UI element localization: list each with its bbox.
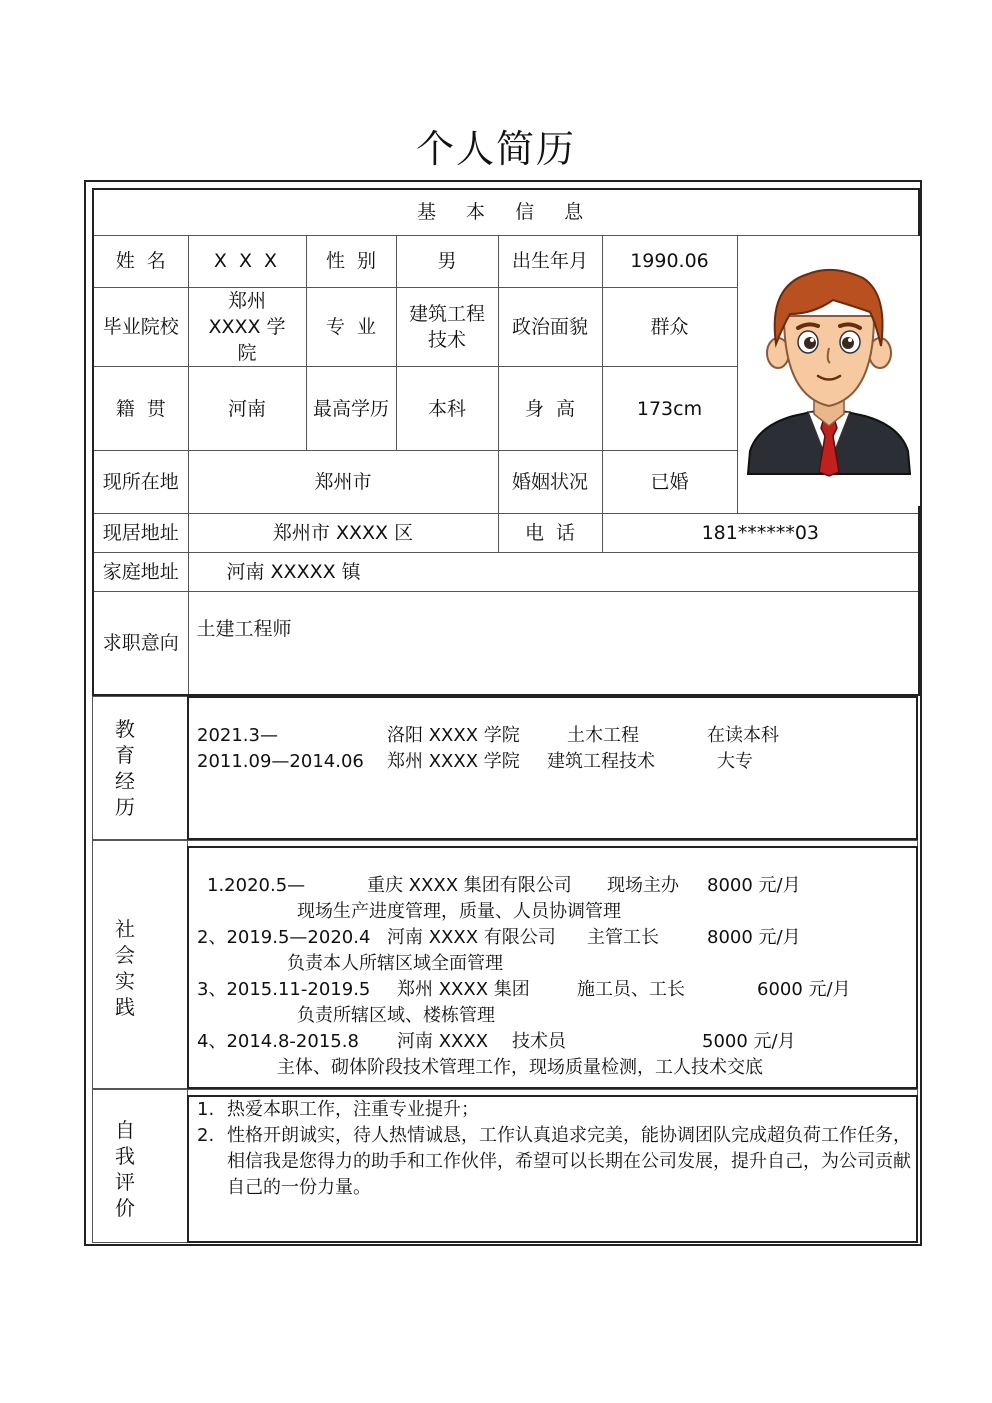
value-gender: 男	[396, 235, 498, 287]
practice-label-char: 会	[115, 943, 135, 967]
practice-1-desc: 现场生产进度管理，质量、人员协调管理	[297, 901, 621, 922]
label-name: 姓 名	[93, 235, 188, 287]
education-label-char: 教	[115, 717, 135, 741]
edu-row-1-degree: 在读本科	[707, 725, 779, 746]
label-location: 现所在地	[93, 451, 188, 513]
education-label-char: 历	[115, 795, 135, 819]
value-phone: 181******03	[602, 513, 919, 552]
practice-3-salary: 6000 元/月	[757, 979, 851, 1000]
practice-4-head: 4、2014.8-2015.8	[197, 1031, 359, 1052]
value-height: 173cm	[602, 367, 737, 451]
practice-2-head: 2、2019.5—2020.4	[197, 927, 371, 948]
evaluation-label	[110, 1117, 140, 1221]
practice-3-company: 郑州 XXXX 集团	[397, 979, 530, 1000]
value-name: X X X	[188, 235, 306, 287]
evaluation-label-char: 我	[115, 1144, 135, 1168]
practice-4-role: 技术员	[512, 1031, 566, 1052]
value-address: 郑州市 XXXX 区	[188, 513, 498, 552]
value-major: 建筑工程技术	[396, 287, 498, 367]
label-height: 身 高	[498, 367, 602, 451]
label-school: 毕业院校	[93, 287, 188, 367]
value-marital: 已婚	[602, 451, 737, 513]
edu-row-2-major: 建筑工程技术	[547, 751, 655, 772]
edu-row-2-school: 郑州 XXXX 学院	[387, 751, 520, 772]
eval-1-num: 1.	[197, 1099, 215, 1120]
value-politics: 群众	[602, 287, 737, 367]
value-school: 郑州 XXXX 学院	[188, 287, 306, 367]
practice-1-company: 重庆 XXXX 集团有限公司	[367, 875, 572, 896]
label-address: 现居地址	[93, 513, 188, 552]
label-gender: 性 别	[306, 235, 396, 287]
practice-2-desc: 负责本人所辖区域全面管理	[287, 953, 503, 974]
evaluation-label-char: 自	[115, 1118, 135, 1142]
edu-row-1-school: 洛阳 XXXX 学院	[387, 725, 520, 746]
practice-4-salary: 5000 元/月	[702, 1031, 796, 1052]
value-origin: 河南	[188, 367, 306, 451]
edu-row-1-major: 土木工程	[567, 725, 639, 746]
practice-label-char: 实	[115, 969, 135, 993]
edu-row-1-period: 2021.3—	[197, 725, 278, 746]
label-marital: 婚姻状况	[498, 451, 602, 513]
value-home: 河南 XXXXX 镇	[188, 552, 919, 591]
edu-row-2-period: 2011.09—2014.06	[197, 751, 364, 772]
value-intent: 土建工程师	[188, 591, 919, 695]
education-label-char: 经	[115, 769, 135, 793]
practice-4-desc: 主体、砌体阶段技术管理工作，现场质量检测，工人技术交底	[277, 1057, 763, 1078]
value-location: 郑州市	[188, 451, 498, 513]
education-label-char: 育	[115, 743, 135, 767]
eval-2-num: 2.	[197, 1125, 215, 1146]
label-origin: 籍 贯	[93, 367, 188, 451]
practice-1-head: 1.2020.5—	[207, 875, 306, 896]
education-label	[110, 716, 140, 820]
page-title: 个人简历	[415, 127, 576, 171]
practice-1-role: 现场主办	[607, 875, 679, 896]
practice-2-salary: 8000 元/月	[707, 927, 801, 948]
practice-2-company: 河南 XXXX 有限公司	[387, 927, 556, 948]
label-intent: 求职意向	[93, 591, 188, 695]
education-label-cell	[92, 696, 188, 840]
practice-label-cell	[92, 840, 188, 1089]
eval-2-text: 性格开朗诚实，待人热情诚恳，工作认真追求完美，能协调团队完成超负荷工作任务，相信我是您得力的助手和工作伙伴，希望可以长期在公司发展，提升自己，为公司贡献自己的一份力量。	[227, 1125, 911, 1198]
practice-3-role: 施工员、工长	[577, 979, 685, 1000]
practice-4-company: 河南 XXXX	[397, 1031, 489, 1052]
practice-label	[110, 916, 140, 1020]
avatar	[738, 236, 920, 506]
practice-3-head: 3、2015.11-2019.5	[197, 979, 371, 1000]
eval-1-text: 热爱本职工作，注重专业提升；	[227, 1099, 479, 1120]
practice-3-desc: 负责所辖区域、楼栋管理	[297, 1005, 495, 1026]
edu-row-2-degree: 大专	[717, 751, 753, 772]
value-birth: 1990.06	[602, 235, 737, 287]
label-birth: 出生年月	[498, 235, 602, 287]
practice-label-char: 社	[115, 917, 135, 941]
label-phone: 电 话	[498, 513, 602, 552]
practice-2-role: 主管工长	[587, 927, 659, 948]
label-degree: 最高学历	[306, 367, 396, 451]
label-home: 家庭地址	[93, 552, 188, 591]
label-politics: 政治面貌	[498, 287, 602, 367]
evaluation-label-char: 价	[115, 1196, 135, 1220]
practice-label-char: 践	[115, 995, 135, 1019]
photo-cell	[737, 235, 919, 513]
evaluation-label-char: 评	[115, 1170, 135, 1194]
basic-info-table	[92, 188, 920, 696]
practice-1-salary: 8000 元/月	[707, 875, 801, 896]
section-title-basic: 基 本 信 息	[93, 189, 919, 235]
label-major: 专 业	[306, 287, 396, 367]
evaluation-label-cell	[92, 1089, 188, 1243]
value-degree: 本科	[396, 367, 498, 451]
